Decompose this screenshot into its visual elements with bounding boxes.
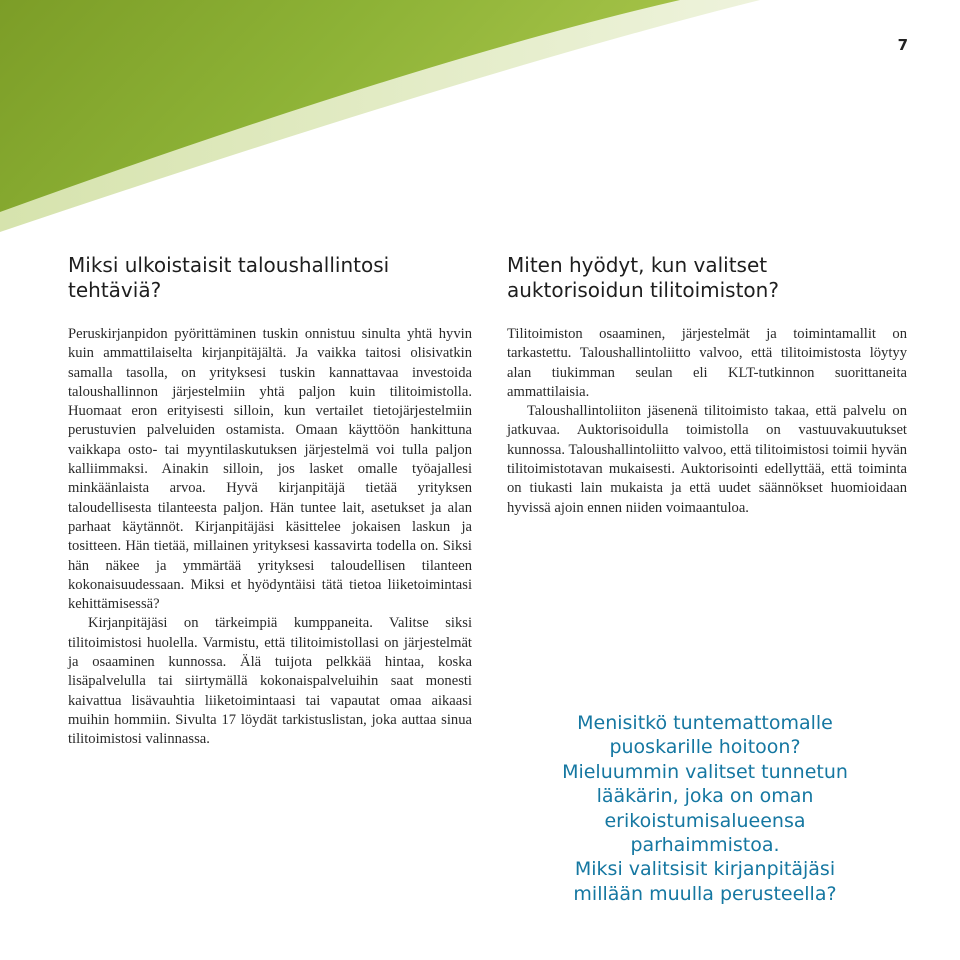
callout-line: Mieluummin valitset tunnetun lääkärin, joka on oman erikoistumisalueensa parhaimmistoa.	[562, 760, 848, 857]
right-paragraph: Tilitoimiston osaaminen, järjestelmät ja toimintamallit on tarkastettu. Taloushallintoliitto valvoo, että tilitoimistosta löytyy alan tiukimman seulan eli KLT-tutkinnon suorittaneita ammattilaisia.	[507, 326, 907, 400]
left-paragraph: Peruskirjanpidon pyörittäminen tuskin onnistuu sinulta yhtä hyvin kuin ammattilaiselta kirjanpitäjältä. Ja vaikka taitosi olisivatkin samalla tasolla, on yrityksesi tuskin kannattavaa investoida taloushallinnon järjestelmiin yhtä paljon kuin tilitoimistolla. Huomaat eron erityisesti silloin, kun vertailet tietojärjestelmiin perustuvien palveluiden ostamista. Omaan käyttöön hankittuna vaikkapa osto- tai myyntilaskutuksen järjestelmä voi tulla paljon kalliimmaksi. Ainakin silloin, jos lasket omalle työajallesi minkäänlaista arvoa. Hyvä kirjanpitäjä tietää yrityksen taloudellisesta tilanteesta paljon. Hän tuntee lait, asetukset ja alan parhaat käytännöt. Kirjanpitäjäsi käsittelee jokaisen laskun ja tositteen. Hän tietää, millainen yrityksesi kassavirta todella on. Siksi hän näkee ja ymmärtää yrityksesi taloudellisen tilanteen kokonaisuudessaan. Miksi et hyödyntäisi tätä tietoa liiketoimintasi kehittämisessä?	[68, 326, 472, 613]
right-column	[507, 253, 907, 518]
right-paragraph: Taloushallintoliiton jäsenenä tilitoimisto takaa, että palvelu on jatkuvaa. Auktorisoidulla toimistolla on vastuuvakuutukset kunnossa. Taloushallintoliitto valvoo, että tilitoimistosi toimii hyvän tilitoimistotavan mukaisesti. Auktorisointi edellyttää, että toiminta on tiukasti lain mukaista ja että uudet säännökset huomioidaan hyvissä ajoin ennen niiden voimaantuloa.	[507, 403, 907, 516]
page-number: 7	[897, 36, 908, 54]
callout-quote	[548, 711, 862, 906]
callout-line: Miksi valitsisit kirjanpitäjäsi millään muulla perusteella?	[573, 858, 837, 905]
left-heading: Miksi ulkoistaisit taloushallintosi tehtäviä?	[68, 253, 390, 302]
right-body	[507, 325, 907, 518]
green-swoosh-banner	[0, 0, 960, 260]
left-body	[68, 325, 472, 750]
right-heading: Miten hyödyt, kun valitset auktorisoidun tilitoimiston?	[507, 253, 779, 302]
left-column	[68, 253, 472, 750]
left-paragraph: Kirjanpitäjäsi on tärkeimpiä kumppaneita. Valitse siksi tilitoimistosi huolella. Varmistu, että tilitoimistollasi on järjestelmät ja osaaminen kunnossa. Älä tuijota pelkkää hintaa, koska lisäpalvelulla tai siirtymällä kokonaispalveluihin saat monesti kaivattua lisävauhtia liiketoimintaasi tai vapautat omaa aikaasi muihin hommiin. Sivulta 17 löydät tarkistuslistan, joka auttaa sinua tilitoimistosi valinnassa.	[68, 615, 472, 748]
callout-line: Menisitkö tuntemattomalle puoskarille hoitoon?	[577, 712, 833, 759]
